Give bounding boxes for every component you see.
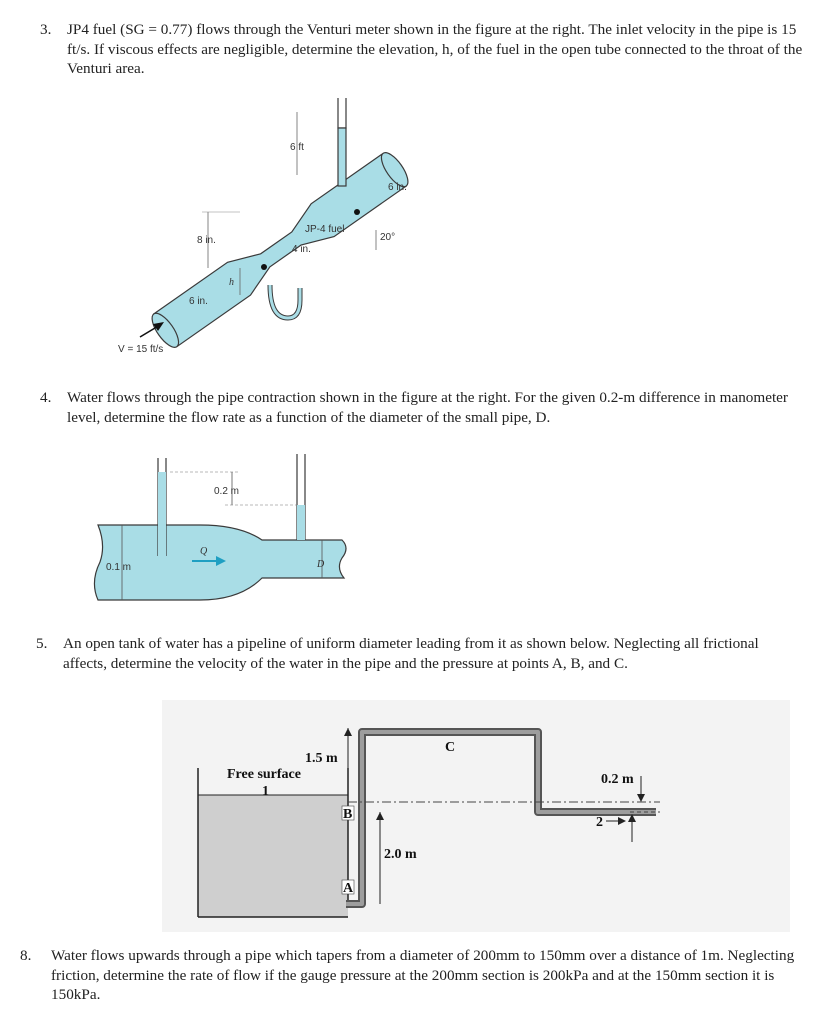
problem-number: 4.	[40, 389, 52, 406]
label-free-surface: Free surface	[227, 767, 301, 782]
water-tank	[198, 795, 348, 917]
label-A: A	[343, 881, 354, 896]
problem-text: JP4 fuel (SG = 0.77) flows through the Venturi meter shown in the figure at the right. The inlet velocity in the pipe is 15 ft/s. If viscous effects are negligible, determine the elevation, h, of the fuel in the open tube connected to the throat of the Venturi area.	[67, 21, 803, 77]
label-0-2m: 0.2 m	[214, 486, 240, 497]
label-2-0m: 2.0 m	[384, 847, 417, 862]
problem-number: 8.	[20, 947, 32, 964]
label-point-1: 1	[262, 784, 269, 799]
problem-text: Water flows through the pipe contraction shown in the figure at the right. For the given 0.2-m difference in manometer level, determine the flow rate as a function of the diameter of the small pipe, D.	[67, 389, 788, 426]
label-D: D	[317, 559, 325, 570]
label-6in-bottom: 6 in.	[189, 296, 208, 307]
label-1-5m: 1.5 m	[305, 751, 338, 766]
label-point-2: 2	[596, 815, 603, 830]
label-6ft: 6 ft	[290, 142, 304, 153]
problem-number: 3.	[40, 21, 52, 38]
label-B: B	[343, 807, 353, 822]
label-angle: 20°	[380, 232, 396, 243]
label-0-1m: 0.1 m	[106, 562, 132, 573]
problem-text: Water flows upwards through a pipe which tapers from a diameter of 200mm to 150mm over a distance of 1m. Neglecting friction, determine the rate of flow if the gauge pressure at the 200mm section is 200kPa and at the 150mm section it is 150kPa.	[51, 947, 795, 1003]
label-C: C	[445, 740, 456, 755]
label-h: h	[229, 277, 234, 288]
label-fuel: JP-4 fuel	[305, 224, 345, 235]
label-8in: 8 in.	[197, 235, 216, 246]
label-velocity: V = 15 ft/s	[118, 344, 164, 355]
label-0-2m-drop: 0.2 m	[601, 772, 634, 787]
label-4in: 4 in.	[292, 244, 311, 255]
problem-text: An open tank of water has a pipeline of uniform diameter leading from it as shown below. Neglecting all frictional affects, determine the velocity of the water in the pipe and the pressure at points A, B, and C.	[63, 635, 759, 672]
problem-number: 5.	[36, 635, 48, 652]
label-flow: Q	[200, 546, 208, 557]
label-6in-top: 6 in.	[388, 182, 407, 193]
